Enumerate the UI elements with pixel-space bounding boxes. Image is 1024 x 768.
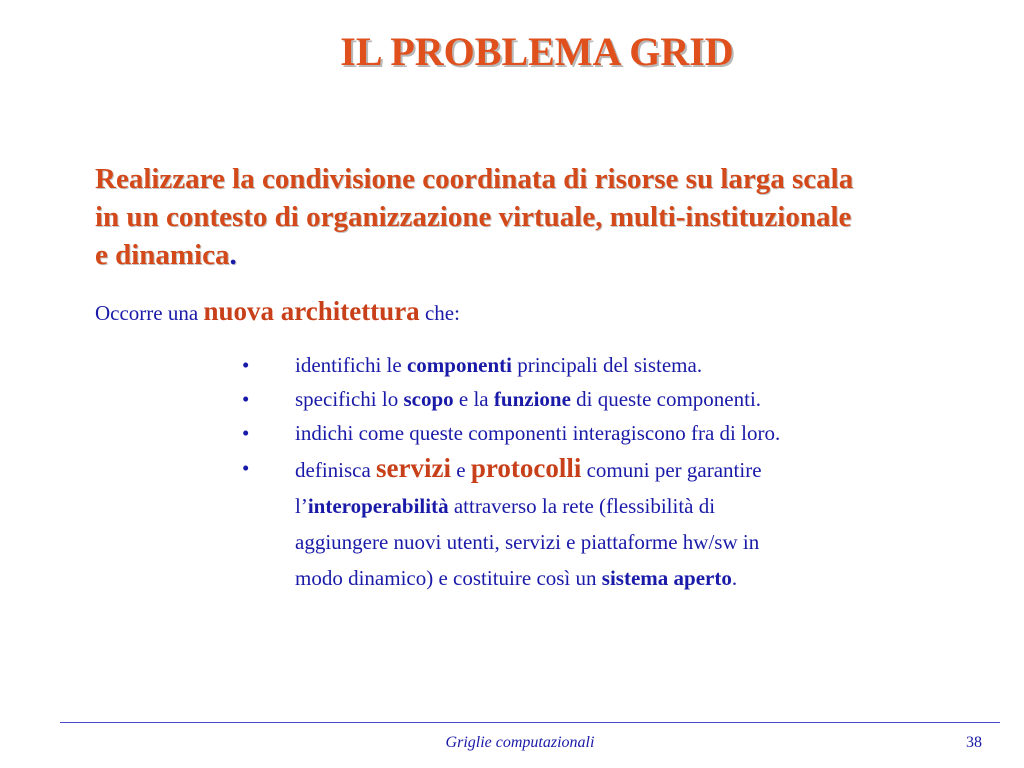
- bullet-item-interagiscono: [240, 416, 1000, 450]
- bullet-4-l2-post: attraverso la rete (flessibilità di: [448, 494, 716, 518]
- bullet-1-pre: identifichi le: [295, 353, 407, 377]
- bullet-4-mid: e: [451, 458, 471, 482]
- occorre-suffix: che:: [419, 301, 460, 325]
- bullet-4-l4-pre: modo dinamico) e costituire così un: [295, 566, 602, 590]
- occorre-line: [95, 296, 460, 327]
- bullet-marker: •: [242, 421, 250, 445]
- bullet-list: [240, 348, 1000, 596]
- bullet-item-scopo: [240, 382, 1000, 416]
- bullet-marker: •: [242, 387, 250, 411]
- page-number: 38: [966, 734, 982, 751]
- bullet-3-text: indichi come queste componenti interagiscono fra di loro.: [295, 421, 781, 445]
- bullet-4-line-3: aggiungere nuovi utenti, servizi e piattaforme hw/sw in: [295, 530, 760, 554]
- bullet-4-line-4: [295, 560, 1000, 596]
- slide-title: IL PROBLEMA GRID: [340, 29, 734, 74]
- bullet-4-pre: definisca: [295, 458, 377, 482]
- occorre-highlight: nuova architettura: [203, 296, 420, 326]
- bullet-4-sistema-aperto: sistema aperto: [601, 566, 732, 590]
- intro-line-3-text: e dinamica: [95, 239, 230, 271]
- bullet-marker: •: [242, 456, 250, 480]
- intro-line-1: Realizzare la condivisione coordinata di risorse su larga scala: [95, 163, 854, 195]
- intro-period: .: [229, 239, 237, 271]
- bullet-2-bold-1: scopo: [403, 387, 454, 411]
- footer-title: Griglie computazionali: [445, 734, 595, 751]
- intro-line-2: in un contesto di organizzazione virtuale, multi-instituzionale: [95, 201, 852, 233]
- bullet-4-interoperabilita: interoperabilità: [307, 494, 449, 518]
- bullet-item-servizi: [240, 450, 1000, 596]
- bullet-item-componenti: [240, 348, 1000, 382]
- bullet-2-post: di queste componenti.: [570, 387, 762, 411]
- bullet-4-servizi: servizi: [376, 453, 452, 483]
- bullet-4-protocolli: protocolli: [470, 453, 582, 483]
- footer-divider: [60, 722, 1000, 723]
- intro-line-3: [95, 236, 995, 274]
- bullet-2-bold-2: funzione: [493, 387, 571, 411]
- bullet-4-l2-pre: l’: [295, 494, 308, 518]
- bullet-1-post: principali del sistema.: [511, 353, 703, 377]
- bullet-4-l4-post: .: [731, 566, 738, 590]
- bullet-4-line-2: [295, 488, 1000, 524]
- intro-paragraph: [95, 160, 995, 274]
- bullet-2-pre: specifichi lo: [295, 387, 404, 411]
- bullet-4-post-1: comuni per garantire: [581, 458, 762, 482]
- bullet-1-bold: componenti: [406, 353, 512, 377]
- bullet-2-mid: e la: [453, 387, 494, 411]
- bullet-marker: •: [242, 353, 250, 377]
- occorre-prefix: Occorre una: [95, 301, 204, 325]
- bullet-4-line-1: [295, 450, 1000, 488]
